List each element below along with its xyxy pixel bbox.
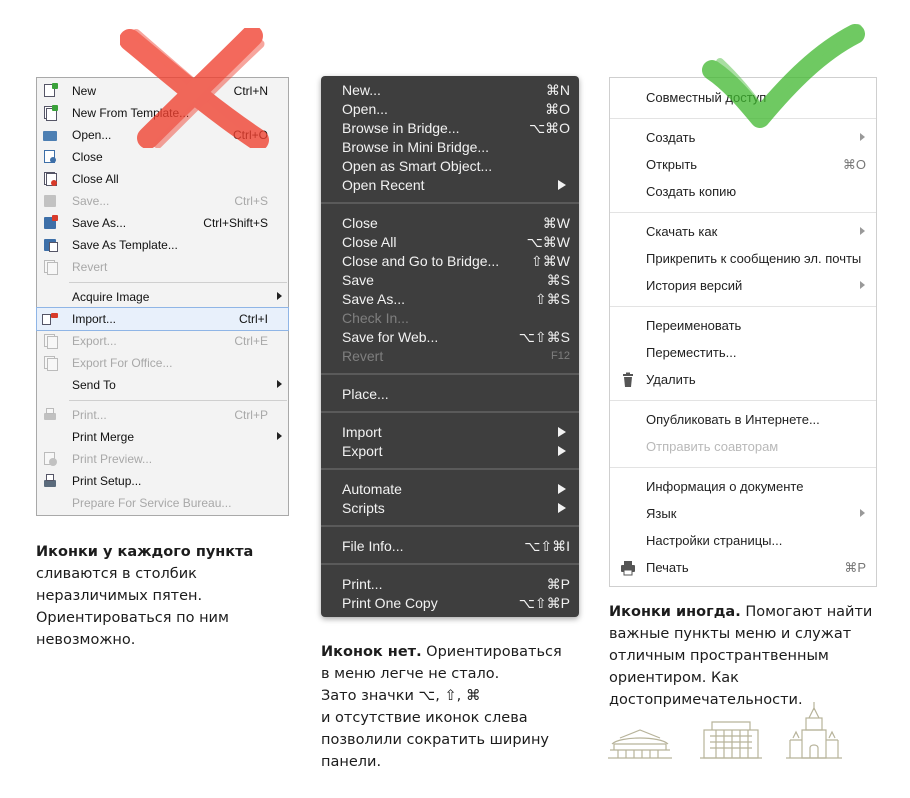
menu-item-shortcut: Ctrl+P <box>234 408 268 422</box>
menu-item-print-merge[interactable] <box>37 426 288 448</box>
menu-item-save-as[interactable] <box>37 212 288 234</box>
menu-item-download-as[interactable] <box>610 220 876 244</box>
submenu-arrow-icon <box>558 484 566 494</box>
menu-item-label: Browse in Mini Bridge... <box>342 139 490 155</box>
menu-item-shortcut: ⌘P <box>844 560 866 575</box>
menu-separator <box>69 282 287 283</box>
menu-item-check-in[interactable] <box>321 309 579 328</box>
caption-line: Иконки у каждого пункта <box>36 544 254 560</box>
menu-item-revert[interactable] <box>321 347 579 366</box>
menu-item-move[interactable] <box>610 341 876 365</box>
menu-item-print[interactable] <box>321 575 579 594</box>
menu-separator <box>321 468 579 470</box>
menu-item-acquire-image[interactable] <box>37 286 288 308</box>
import-icon <box>42 311 58 327</box>
close-all-icon <box>42 171 58 187</box>
print-icon <box>42 407 58 423</box>
menu-item-new[interactable] <box>321 81 579 100</box>
menu-item-scripts[interactable] <box>321 499 579 518</box>
caption-line: невозможно. <box>36 632 136 648</box>
menu-item-label: Удалить <box>646 372 696 387</box>
submenu-arrow-icon <box>860 509 865 517</box>
menu-item-shortcut: ⌘O <box>545 101 570 117</box>
submenu-arrow-icon <box>558 503 566 513</box>
menu-item-close-all[interactable] <box>37 168 288 190</box>
menu-item-shortcut: Ctrl+O <box>232 128 268 142</box>
menu-item-shortcut: ⇧⌘W <box>531 253 570 269</box>
submenu-arrow-icon <box>860 133 865 141</box>
menu-item-label: Print One Copy <box>342 595 438 611</box>
menu-item-label: Print... <box>342 576 383 592</box>
landmark-illustrations <box>606 700 846 766</box>
menu-separator <box>321 563 579 565</box>
menu-item-label: File Info... <box>342 538 404 554</box>
menu-separator <box>321 373 579 375</box>
circus-building-icon <box>608 730 672 758</box>
menu-item-label: Close <box>342 215 378 231</box>
menu-item-save[interactable] <box>321 271 579 290</box>
menu-item-save-for-web[interactable] <box>321 328 579 347</box>
save-as-icon <box>42 215 58 231</box>
menu-item-label: Совместный доступ <box>646 90 767 105</box>
print-icon <box>620 560 636 576</box>
menu-separator <box>610 306 876 307</box>
menu-separator <box>610 400 876 401</box>
caption-bold: Иконки иногда. <box>609 604 741 620</box>
menu-item-label: Revert <box>72 260 108 274</box>
menu-item-label: Acquire Image <box>72 290 150 304</box>
menu-item-label: Save As Template... <box>72 238 178 252</box>
menu-item-save-as-template[interactable] <box>37 234 288 256</box>
menu-item-label: Информация о документе <box>646 479 804 494</box>
menu-item-open-recent[interactable] <box>321 176 579 195</box>
menu-item-label: Place... <box>342 386 389 402</box>
menu-item-label: Export <box>342 443 383 459</box>
menu-item-label: Browse in Bridge... <box>342 120 460 136</box>
submenu-arrow-icon <box>558 427 566 437</box>
menu-item-label: Print Merge <box>72 430 135 444</box>
new-from-template-icon <box>42 105 58 121</box>
menu-item-close-all[interactable] <box>321 233 579 252</box>
caption-line: позволили сократить ширину <box>321 732 550 748</box>
menu-item-label: Save As... <box>342 291 406 307</box>
caption-line: неразличимых пятен. <box>36 588 203 604</box>
menu-item-label: Отправить соавторам <box>646 439 779 454</box>
gdocs-file-menu <box>609 77 877 587</box>
menu-item-label: Open... <box>72 128 112 142</box>
print-setup-icon <box>42 473 58 489</box>
menu-item-prepare-for-service-bureau[interactable] <box>37 492 288 514</box>
menu-item-shortcut: ⌘N <box>545 82 570 98</box>
save-template-icon <box>42 237 58 253</box>
menu-item-label: Print Preview... <box>72 452 153 466</box>
menu-item-shortcut: ⌥⇧⌘S <box>518 329 570 345</box>
menu-item-shortcut: ⇧⌘S <box>534 291 570 307</box>
menu-item-label: Переместить... <box>646 345 737 360</box>
new-document-icon <box>42 83 58 99</box>
menu-item-revert[interactable] <box>37 256 288 278</box>
caption-line: панели. <box>321 754 382 770</box>
menu-item-print[interactable] <box>37 404 288 426</box>
menu-item-print-preview[interactable] <box>37 448 288 470</box>
menu-separator <box>321 202 579 204</box>
submenu-arrow-icon <box>860 227 865 235</box>
menu-item-print-one-copy[interactable] <box>321 594 579 613</box>
left-caption <box>36 541 253 651</box>
menu-item-page-setup[interactable] <box>610 529 876 553</box>
print-preview-icon <box>42 451 58 467</box>
menu-item-close[interactable] <box>37 146 288 168</box>
caption-line: и отсутствие иконок слева <box>321 710 528 726</box>
menu-item-language[interactable] <box>610 502 876 526</box>
menu-item-shortcut: Ctrl+N <box>233 84 268 98</box>
menu-item-import[interactable] <box>321 423 579 442</box>
menu-item-label: Open as Smart Object... <box>342 158 493 174</box>
caption-bold: Иконок нет. <box>321 644 422 660</box>
menu-item-label: Close All <box>72 172 119 186</box>
open-folder-icon <box>42 127 58 143</box>
menu-item-label: Save... <box>72 194 110 208</box>
submenu-arrow-icon <box>277 380 282 388</box>
menu-separator <box>321 411 579 413</box>
menu-item-label: Открыть <box>646 157 698 172</box>
submenu-arrow-icon <box>277 292 282 300</box>
menu-item-label: Save <box>342 272 374 288</box>
menu-item-shortcut: ⌘S <box>546 272 570 288</box>
menu-item-email-attach[interactable] <box>610 247 876 271</box>
menu-item-import[interactable] <box>37 308 288 330</box>
menu-item-shortcut: Ctrl+E <box>234 334 268 348</box>
menu-item-label: Создать <box>646 130 696 145</box>
menu-item-label: Print... <box>72 408 107 422</box>
menu-item-shortcut: Ctrl+I <box>238 312 268 326</box>
menu-item-delete[interactable] <box>610 368 876 392</box>
menu-item-place[interactable] <box>321 385 579 404</box>
right-caption <box>609 601 872 711</box>
menu-item-open[interactable] <box>321 100 579 119</box>
menu-item-label: New... <box>342 82 381 98</box>
menu-item-browse-in-mini-bridge[interactable] <box>321 138 579 157</box>
caption-line: сливаются в столбик <box>36 566 197 582</box>
tower-building-icon <box>786 702 842 758</box>
menu-item-label: Close <box>72 150 103 164</box>
revert-icon <box>42 259 58 275</box>
caption-line: Ориентироваться <box>421 644 562 660</box>
menu-item-email-collaborators[interactable] <box>610 435 876 459</box>
menu-item-export[interactable] <box>321 442 579 461</box>
menu-item-label: Print Setup... <box>72 474 142 488</box>
menu-item-shortcut: ⌥⇧⌘I <box>524 538 570 554</box>
caption-line: важные пункты меню и служат <box>609 626 852 642</box>
caption-line: отличным пространтвенным <box>609 648 829 664</box>
menu-item-label: Прикрепить к сообщению эл. почты <box>646 251 862 266</box>
menu-item-make-copy[interactable] <box>610 180 876 204</box>
menu-item-shortcut: ⌘P <box>546 576 570 592</box>
menu-item-shortcut: Ctrl+Shift+S <box>203 216 268 230</box>
menu-item-shortcut: ⌘W <box>542 215 570 231</box>
green-check-mark <box>700 22 870 132</box>
submenu-arrow-icon <box>558 180 566 190</box>
export-office-icon <box>42 355 58 371</box>
menu-item-version-history[interactable] <box>610 274 876 298</box>
menu-item-rename[interactable] <box>610 314 876 338</box>
menu-item-label: Import <box>342 424 382 440</box>
caption-line: в меню легче не стало. <box>321 666 500 682</box>
menu-item-label: Настройки страницы... <box>646 533 783 548</box>
menu-item-export-for-office[interactable] <box>37 352 288 374</box>
export-icon <box>42 333 58 349</box>
menu-item-label: Check In... <box>342 310 409 326</box>
menu-item-label: New <box>72 84 97 98</box>
menu-item-label: Save for Web... <box>342 329 439 345</box>
photoshop-file-menu <box>321 76 579 617</box>
menu-item-shortcut: F12 <box>551 350 570 362</box>
menu-item-close[interactable] <box>321 214 579 233</box>
menu-item-label: Печать <box>646 560 689 575</box>
menu-item-file-info[interactable] <box>321 537 579 556</box>
menu-item-send-to[interactable] <box>37 374 288 396</box>
menu-item-label: Опубликовать в Интернете... <box>646 412 820 427</box>
menu-item-label: Open... <box>342 101 388 117</box>
menu-item-open-as-smart-object[interactable] <box>321 157 579 176</box>
menu-item-label: Scripts <box>342 500 385 516</box>
menu-item-label: Создать копию <box>646 184 737 199</box>
menu-item-label: Automate <box>342 481 402 497</box>
menu-item-shortcut: ⌘O <box>842 157 866 172</box>
close-document-icon <box>42 149 58 165</box>
menu-item-label: New From Template... <box>72 106 190 120</box>
middle-caption <box>321 641 562 773</box>
menu-item-shortcut: ⌥⌘W <box>526 234 570 250</box>
menu-item-browse-in-bridge[interactable] <box>321 119 579 138</box>
menu-item-label: Переименовать <box>646 318 742 333</box>
menu-item-label: Export For Office... <box>72 356 173 370</box>
menu-item-save[interactable] <box>37 190 288 212</box>
office-building-icon <box>700 722 762 758</box>
menu-separator <box>610 467 876 468</box>
menu-item-export[interactable] <box>37 330 288 352</box>
menu-item-label: Open Recent <box>342 177 425 193</box>
menu-separator <box>321 525 579 527</box>
menu-item-close-and-go-to-bridge[interactable] <box>321 252 579 271</box>
menu-item-label: Export... <box>72 334 117 348</box>
menu-item-publish[interactable] <box>610 408 876 432</box>
menu-item-save-as[interactable] <box>321 290 579 309</box>
caption-line: Ориентироваться по ним <box>36 610 229 626</box>
submenu-arrow-icon <box>277 432 282 440</box>
menu-item-label: Save As... <box>72 216 127 230</box>
menu-item-label: Import... <box>72 312 117 326</box>
menu-item-shortcut: ⌥⌘O <box>528 120 570 136</box>
red-cross-mark <box>120 28 270 148</box>
caption-line: ориентиром. Как <box>609 670 739 686</box>
menu-item-document-details[interactable] <box>610 475 876 499</box>
menu-item-label: Revert <box>342 348 384 364</box>
menu-item-automate[interactable] <box>321 480 579 499</box>
menu-item-shortcut: ⌥⇧⌘P <box>518 595 570 611</box>
menu-item-label: Close All <box>342 234 397 250</box>
submenu-arrow-icon <box>558 446 566 456</box>
menu-item-label: Send To <box>72 378 116 392</box>
save-icon <box>42 193 58 209</box>
menu-item-label: Язык <box>646 506 677 521</box>
menu-item-label: Скачать как <box>646 224 718 239</box>
menu-item-print[interactable] <box>610 556 876 580</box>
submenu-arrow-icon <box>860 281 865 289</box>
caption-line: достопримечательности. <box>609 692 803 708</box>
menu-item-label: Prepare For Service Bureau... <box>72 496 232 510</box>
trash-icon <box>620 372 636 388</box>
menu-item-open[interactable] <box>610 153 876 177</box>
menu-separator <box>610 212 876 213</box>
menu-item-print-setup[interactable] <box>37 470 288 492</box>
menu-item-label: История версий <box>646 278 743 293</box>
caption-line: Помогают найти <box>740 604 873 620</box>
menu-item-shortcut: Ctrl+S <box>234 194 268 208</box>
menu-separator <box>69 400 287 401</box>
caption-line: Зато значки ⌥, ⇧, ⌘ <box>321 688 481 704</box>
menu-item-label: Close and Go to Bridge... <box>342 253 500 269</box>
